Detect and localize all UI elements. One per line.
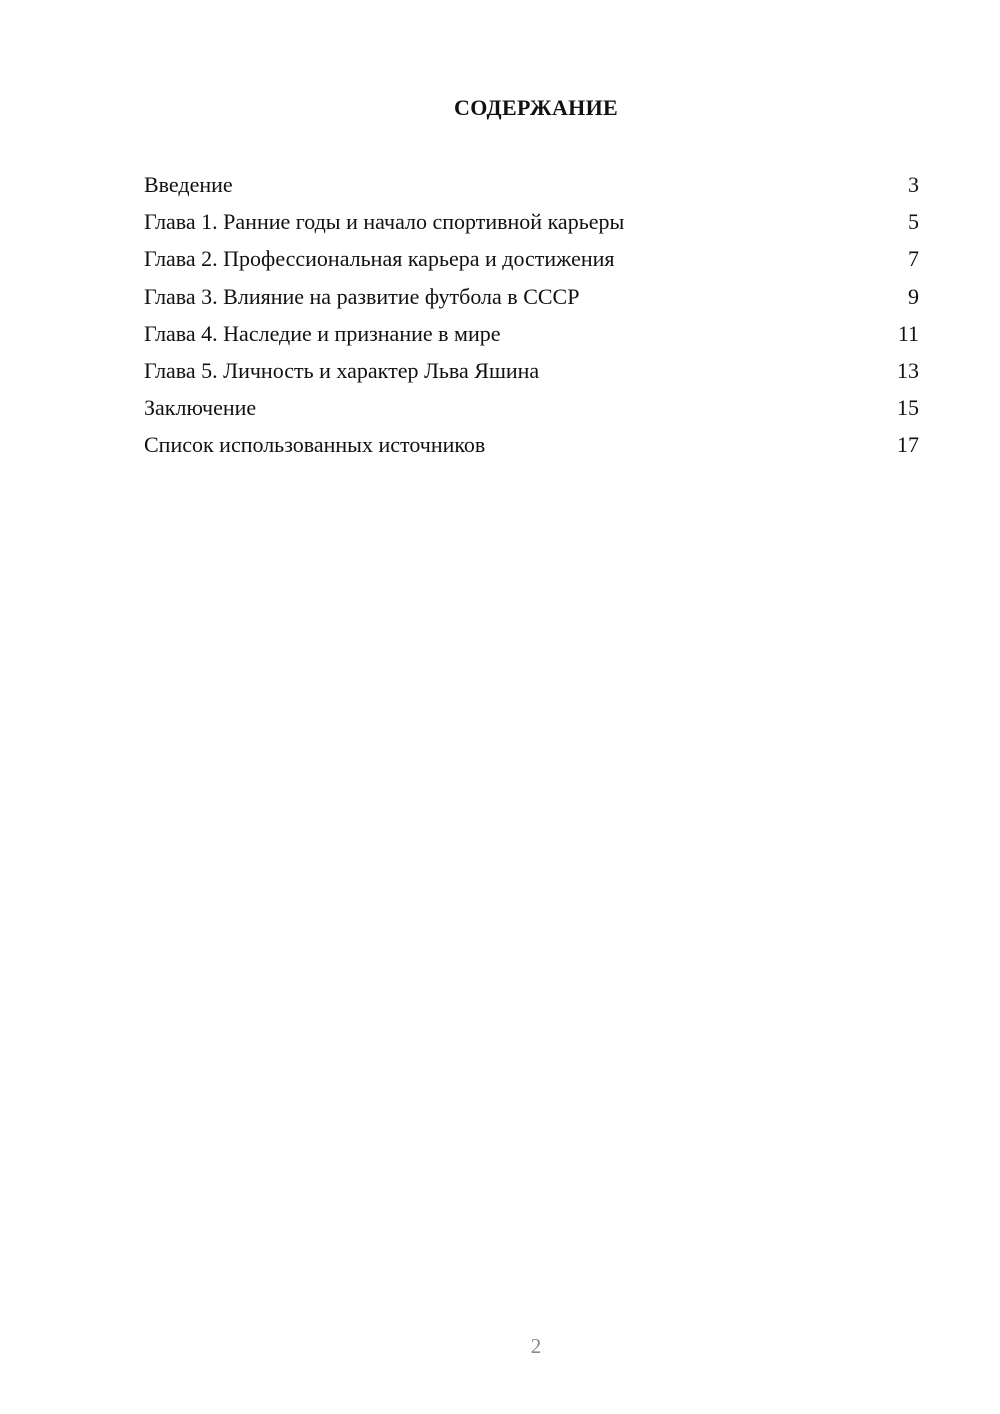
toc-item-references[interactable]	[144, 431, 919, 468]
toc-item-page-number: 3	[908, 172, 919, 197]
toc-item-page-number: 7	[908, 246, 919, 272]
toc-item-chapter-5[interactable]	[144, 357, 919, 394]
toc-title: СОДЕРЖАНИЕ	[454, 95, 618, 120]
toc-item-page-number: 5	[908, 209, 919, 235]
table-of-contents	[144, 171, 919, 469]
page-number: 2	[530, 1334, 542, 1358]
toc-item-label: Заключение	[144, 395, 257, 421]
toc-item-page-number: 13	[897, 357, 919, 383]
toc-item-label: Глава 1. Ранние годы и начало спортивной карьеры	[144, 209, 625, 235]
toc-item-page-number: 11	[897, 320, 919, 346]
toc-item-page-number: 9	[908, 283, 919, 309]
toc-item-label: Введение	[144, 172, 233, 197]
toc-item-label: Глава 3. Влияние на развитие футбола в СССР	[144, 283, 580, 309]
toc-item-conclusion[interactable]	[144, 394, 919, 431]
toc-item-page-number: 17	[897, 432, 919, 458]
toc-item-label: Список использованных источников	[144, 432, 486, 458]
toc-item-chapter-1[interactable]	[144, 208, 919, 245]
toc-item-label: Глава 2. Профессиональная карьера и достижения	[144, 246, 615, 272]
toc-item-label: Глава 4. Наследие и признание в мире	[144, 320, 501, 346]
toc-item-chapter-2[interactable]	[144, 245, 919, 282]
toc-item-page-number: 15	[897, 395, 919, 421]
toc-item-chapter-3[interactable]	[144, 283, 919, 320]
toc-item-introduction[interactable]	[144, 171, 919, 208]
toc-item-label: Глава 5. Личность и характер Льва Яшина	[144, 357, 540, 383]
toc-item-chapter-4[interactable]	[144, 320, 919, 357]
